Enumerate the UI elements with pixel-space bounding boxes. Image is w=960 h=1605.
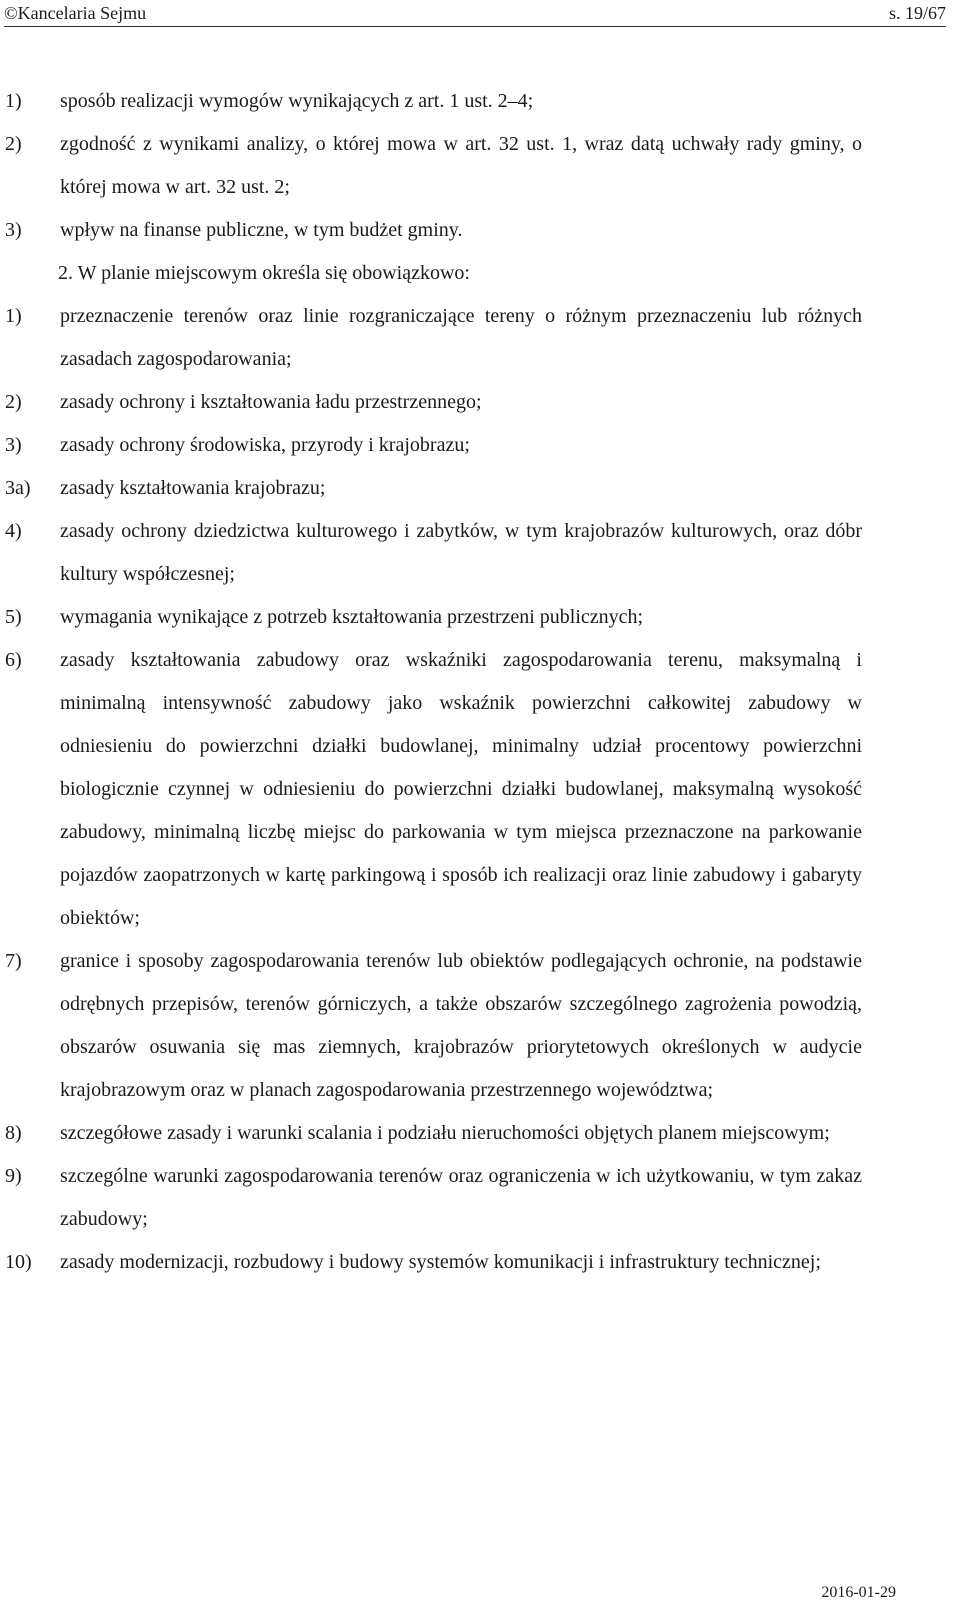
item-text: zasady kształtowania krajobrazu;	[60, 477, 326, 499]
header-divider	[4, 26, 946, 27]
item-text: zasady ochrony dziedzictwa kulturowego i zabytków, w tym krajobrazów kulturowych, oraz dóbr kultury współczesnej;	[60, 520, 862, 585]
list-item	[0, 940, 862, 1112]
list-a	[0, 80, 862, 252]
item-number: 10)	[5, 1251, 32, 1273]
list-item	[0, 510, 862, 596]
item-text: granice i sposoby zagospodarowania terenów lub obiektów podlegających ochronie, na podstawie odrębnych przepisów, terenów górniczych, a także obszarów szczególnego zagrożenia powodzią, obszarów osuwania się mas ziemnych, krajobrazów priorytetowych określonych w audycie krajobrazowym oraz w planach zagospodarowania przestrzennego województwa;	[60, 950, 862, 1101]
list-item	[0, 467, 862, 510]
list-item	[0, 209, 862, 252]
document-body	[0, 80, 862, 1284]
list-item	[0, 596, 862, 639]
item-text: szczególne warunki zagospodarowania terenów oraz ograniczenia w ich użytkowaniu, w tym zakaz zabudowy;	[60, 1165, 862, 1230]
list-item	[0, 639, 862, 940]
item-number: 7)	[5, 950, 22, 972]
list-item	[0, 1112, 862, 1155]
item-number: 1)	[5, 305, 22, 327]
list-b	[0, 295, 862, 1284]
item-number: 5)	[5, 606, 22, 628]
item-text: zgodność z wynikami analizy, o której mowa w art. 32 ust. 1, wraz datą uchwały rady gminy, o której mowa w art. 32 ust. 2;	[60, 133, 862, 198]
item-number: 6)	[5, 649, 22, 671]
page-number: s. 19/67	[888, 3, 946, 23]
item-text: wymagania wynikające z potrzeb kształtowania przestrzeni publicznych;	[60, 606, 644, 628]
list-item	[0, 295, 862, 381]
item-text: wpływ na finanse publiczne, w tym budżet gminy.	[60, 219, 463, 241]
item-text: zasady modernizacji, rozbudowy i budowy systemów komunikacji i infrastruktury technicznej;	[60, 1251, 821, 1273]
item-text: szczegółowe zasady i warunki scalania i podziału nieruchomości objętych planem miejscowym;	[60, 1122, 830, 1144]
list-item	[0, 424, 862, 467]
item-text: przeznaczenie terenów oraz linie rozgraniczające tereny o różnym przeznaczeniu lub różnych zasadach zagospodarowania;	[60, 305, 862, 370]
list-item	[0, 123, 862, 209]
list-item	[0, 1155, 862, 1241]
item-number: 1)	[5, 90, 22, 112]
item-number: 2)	[5, 133, 22, 155]
list-item	[0, 80, 862, 123]
item-number: 3)	[5, 219, 22, 241]
item-number: 9)	[5, 1165, 22, 1187]
item-text: sposób realizacji wymogów wynikających z art. 1 ust. 2–4;	[60, 90, 534, 112]
item-number: 3)	[5, 434, 22, 456]
item-text: zasady kształtowania zabudowy oraz wskaźniki zagospodarowania terenu, maksymalną i minimalną intensywność zabudowy jako wskaźnik powierzchni całkowitej zabudowy w odniesieniu do powierzchni działki budowlanej, minimalny udział procentowy powierzchni biologicznie czynnej w odniesieniu do powierzchni działki budowlanej, maksymalną wysokość zabudowy, minimalną liczbę miejsc do parkowania w tym miejsca przeznaczone na parkowanie pojazdów zaopatrzonych w kartę parkingową i sposób ich realizacji oraz linie zabudowy i gabaryty obiektów;	[60, 649, 862, 929]
item-number: 4)	[5, 520, 22, 542]
page-footer-date: 2016-01-29	[821, 1584, 896, 1601]
paragraph-2-intro: 2. W planie miejscowym określa się obowiązkowo:	[58, 262, 470, 284]
list-item	[0, 381, 862, 424]
copyright-label: ©Kancelaria Sejmu	[4, 3, 147, 23]
item-text: zasady ochrony środowiska, przyrody i krajobrazu;	[60, 434, 470, 456]
item-number: 8)	[5, 1122, 22, 1144]
item-number: 3a)	[5, 477, 31, 499]
item-text: zasady ochrony i kształtowania ładu przestrzennego;	[60, 391, 482, 413]
item-number: 2)	[5, 391, 22, 413]
list-item	[0, 1241, 862, 1284]
